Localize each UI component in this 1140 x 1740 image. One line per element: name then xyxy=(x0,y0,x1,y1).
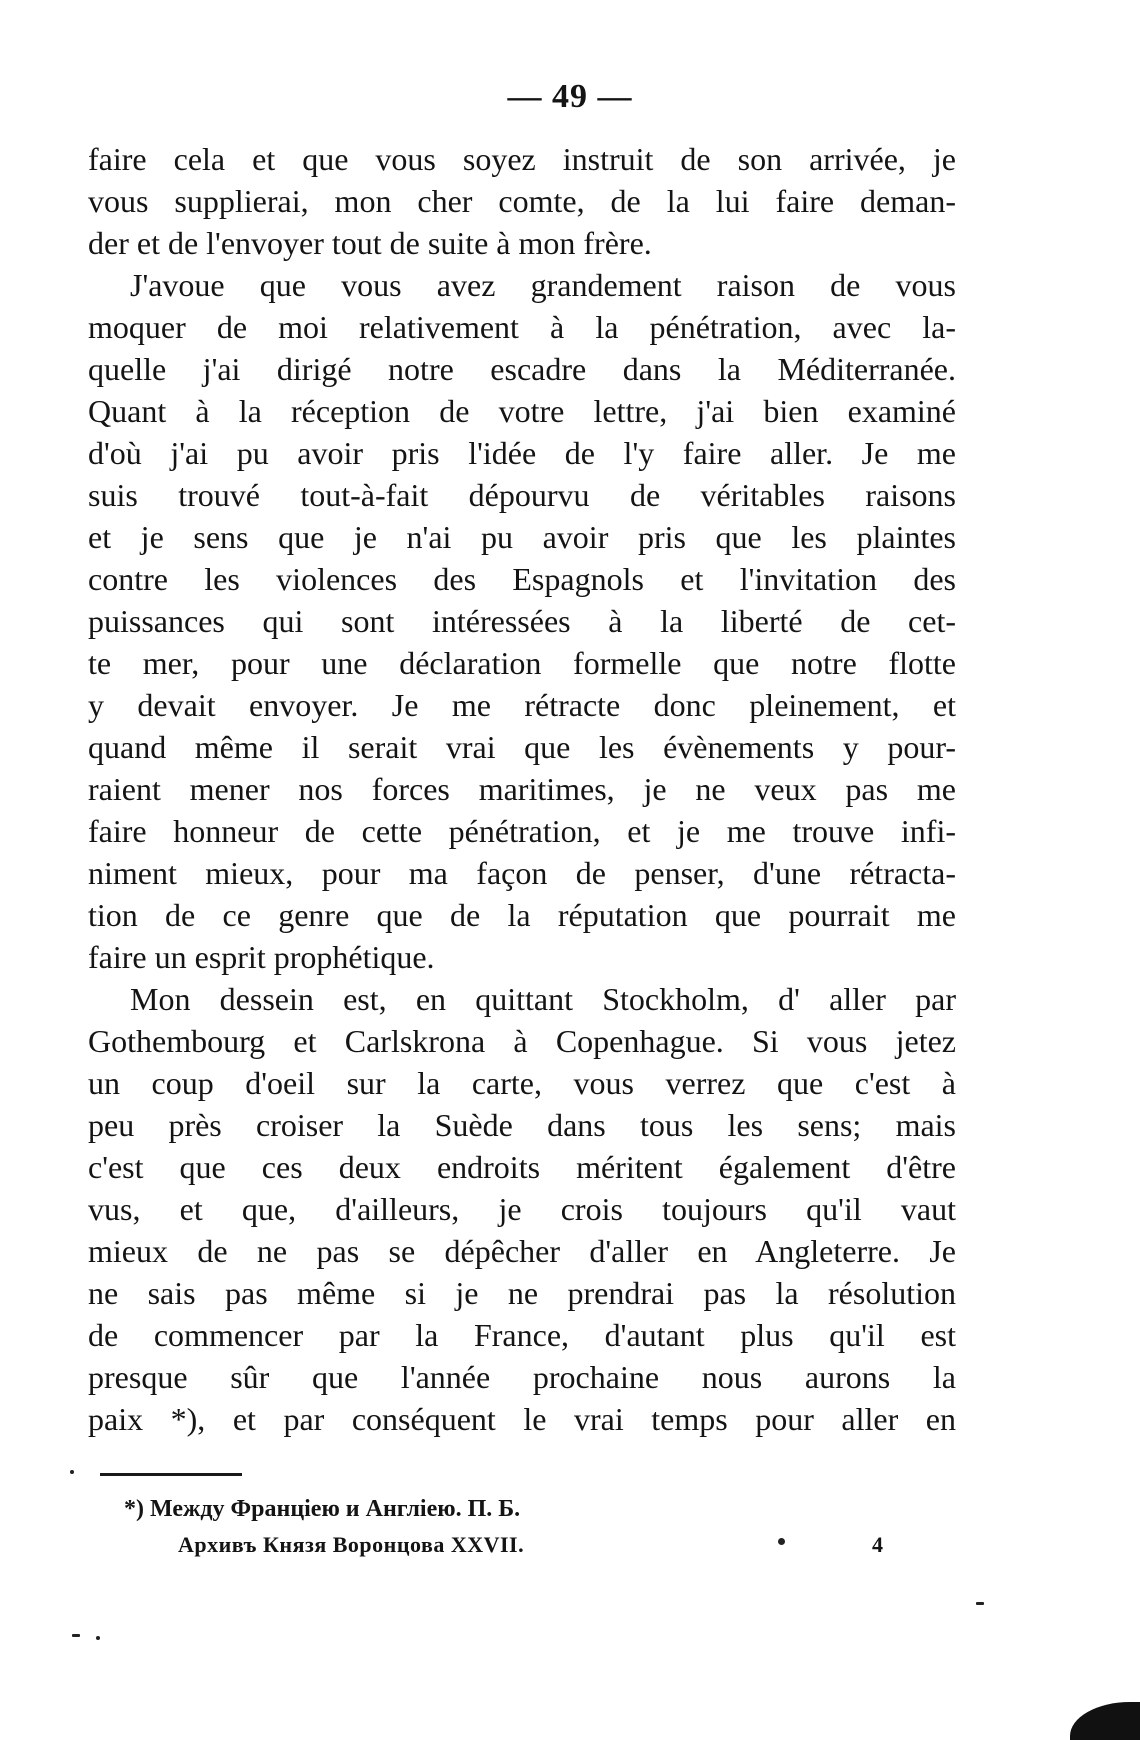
speck-mark xyxy=(72,1634,80,1637)
corner-blot xyxy=(1070,1702,1140,1740)
text-line: vus, et que, d'ailleurs, je crois toujours qu'il vaut xyxy=(88,1191,956,1227)
text-line: vous supplierai, mon cher comte, de la lui faire deman- xyxy=(88,183,956,219)
text-line: Quant à la réception de votre lettre, j'ai bien examiné xyxy=(88,393,956,429)
text-line: faire un esprit prophétique. xyxy=(88,939,435,975)
text-line: moquer de moi relativement à la pénétration, avec la- xyxy=(88,309,956,345)
text-line: de commencer par la France, d'autant plus qu'il est xyxy=(88,1317,956,1353)
text-line: ne sais pas même si je ne prendrai pas la résolution xyxy=(88,1275,956,1311)
sheet-number: 4 xyxy=(872,1532,883,1557)
text-line: d'où j'ai pu avoir pris l'idée de l'y faire aller. Je me xyxy=(88,435,956,471)
text-line: te mer, pour une déclaration formelle que notre flotte xyxy=(88,645,956,681)
text-line: Mon dessein est, en quittant Stockholm, d' aller par xyxy=(130,981,956,1017)
footnote-rule xyxy=(100,1473,242,1476)
speck-mark xyxy=(70,1470,74,1474)
text-line: J'avoue que vous avez grandement raison de vous xyxy=(130,267,956,303)
text-line: quand même il serait vrai que les évènements y pour- xyxy=(88,729,956,765)
text-line: raient mener nos forces maritimes, je ne veux pas me xyxy=(88,771,956,807)
text-line: puissances qui sont intéressées à la liberté de cet- xyxy=(88,603,956,639)
footnote: *) Между Франціею и Англіею. П. Б. xyxy=(124,1496,521,1522)
page-number: — 49 — xyxy=(507,78,633,115)
text-line: un coup d'oeil sur la carte, vous verrez que c'est à xyxy=(88,1065,956,1101)
text-line: c'est que ces deux endroits méritent également d'être xyxy=(88,1149,956,1185)
text-line: paix *), et par conséquent le vrai temps pour aller en xyxy=(88,1401,956,1437)
speck-mark xyxy=(96,1636,100,1640)
text-line: contre les violences des Espagnols et l'invitation des xyxy=(88,561,956,597)
text-line: et je sens que je n'ai pu avoir pris que les plaintes xyxy=(88,519,956,555)
text-line: faire cela et que vous soyez instruit de son arrivée, je xyxy=(88,141,956,177)
text-line: mieux de ne pas se dépêcher d'aller en Angleterre. Je xyxy=(88,1233,956,1269)
text-line: quelle j'ai dirigé notre escadre dans la Méditerranée. xyxy=(88,351,956,387)
text-line: niment mieux, pour ma façon de penser, d'une rétracta- xyxy=(88,855,956,891)
text-line: Gothembourg et Carlskrona à Copenhague. Si vous jetez xyxy=(88,1023,956,1059)
text-line: suis trouvé tout-à-fait dépourvu de véritables raisons xyxy=(88,477,956,513)
text-line: der et de l'envoyer tout de suite à mon frère. xyxy=(88,225,652,261)
text-line: presque sûr que l'année prochaine nous aurons la xyxy=(88,1359,956,1395)
signature-line: Архивъ Князя Воронцова XXVII. xyxy=(178,1532,525,1557)
body-text xyxy=(88,138,956,1440)
speck-mark xyxy=(778,1538,785,1545)
speck-mark xyxy=(976,1602,984,1605)
text-line: tion de ce genre que de la réputation que pourrait me xyxy=(88,897,956,933)
text-line: y devait envoyer. Je me rétracte donc pleinement, et xyxy=(88,687,956,723)
text-line: peu près croiser la Suède dans tous les sens; mais xyxy=(88,1107,956,1143)
text-line: faire honneur de cette pénétration, et je me trouve infi- xyxy=(88,813,956,849)
